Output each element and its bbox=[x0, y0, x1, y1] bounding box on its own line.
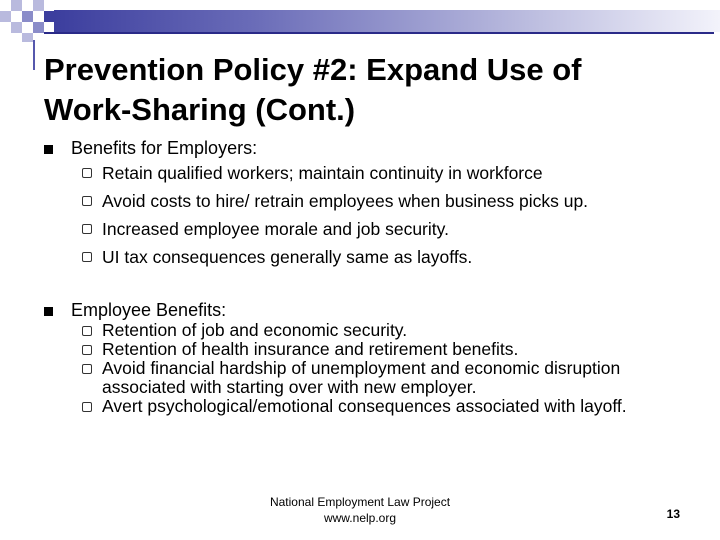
page-number: 13 bbox=[666, 507, 680, 521]
list-item-text: Retain qualified workers; maintain continuity in workforce bbox=[102, 163, 543, 183]
footer-url: www.nelp.org bbox=[323, 511, 397, 525]
bullet-level1 bbox=[44, 137, 694, 159]
list-item-text: Avert psychological/emotional consequences associated with layoff. bbox=[102, 396, 627, 416]
hollow-square-bullet-icon bbox=[82, 168, 92, 178]
list-item bbox=[44, 187, 694, 215]
footer-attribution bbox=[250, 494, 470, 526]
sub-bullet-list bbox=[44, 159, 694, 271]
list-item bbox=[44, 215, 694, 243]
slide-title-line1: Prevention Policy #2: Expand Use of bbox=[44, 52, 582, 87]
header-rule bbox=[44, 32, 714, 34]
list-item bbox=[44, 243, 694, 271]
section-employee-benefits bbox=[44, 299, 694, 416]
footer-org: National Employment Law Project bbox=[269, 495, 451, 509]
list-item-text: UI tax consequences generally same as layoffs. bbox=[102, 247, 473, 267]
list-item bbox=[44, 397, 694, 416]
header-gradient-band bbox=[54, 10, 720, 32]
hollow-square-bullet-icon bbox=[82, 326, 92, 336]
slide-title-line2: Work-Sharing (Cont.) bbox=[44, 92, 356, 127]
list-item bbox=[44, 359, 694, 397]
header-vertical-accent bbox=[33, 40, 35, 70]
section-heading: Employee Benefits: bbox=[71, 300, 227, 320]
hollow-square-bullet-icon bbox=[82, 364, 92, 374]
bullet-level1 bbox=[44, 299, 694, 321]
hollow-square-bullet-icon bbox=[82, 402, 92, 412]
list-item-text: Avoid financial hardship of unemployment and economic disruption associated with starting over with new employer. bbox=[102, 358, 621, 397]
list-item bbox=[44, 340, 694, 359]
list-item bbox=[44, 321, 694, 340]
list-item bbox=[44, 159, 694, 187]
hollow-square-bullet-icon bbox=[82, 252, 92, 262]
list-item-text: Retention of job and economic security. bbox=[102, 320, 408, 340]
hollow-square-bullet-icon bbox=[82, 196, 92, 206]
slide-title bbox=[44, 50, 704, 130]
square-bullet-icon bbox=[44, 145, 53, 154]
sub-bullet-list bbox=[44, 321, 694, 416]
section-employer-benefits bbox=[44, 137, 694, 271]
list-item-text: Increased employee morale and job security. bbox=[102, 219, 449, 239]
section-heading: Benefits for Employers: bbox=[71, 138, 258, 158]
slide-body bbox=[44, 137, 694, 416]
square-bullet-icon bbox=[44, 307, 53, 316]
hollow-square-bullet-icon bbox=[82, 224, 92, 234]
list-item-text: Avoid costs to hire/ retrain employees when business picks up. bbox=[102, 191, 589, 211]
list-item-text: Retention of health insurance and retirement benefits. bbox=[102, 339, 519, 359]
hollow-square-bullet-icon bbox=[82, 345, 92, 355]
